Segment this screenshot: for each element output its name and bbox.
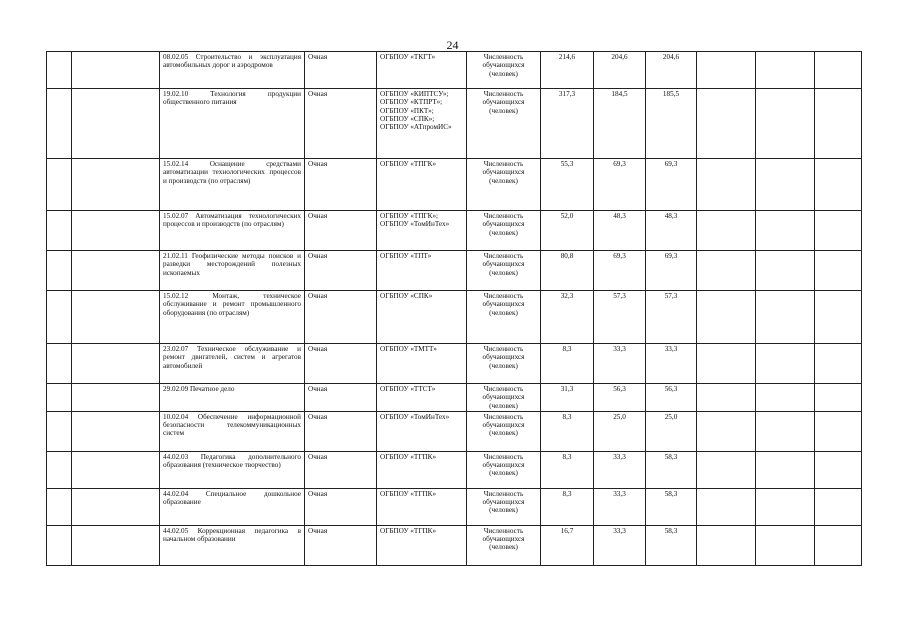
specialty-cell: 29.02.09 Печатное дело [160,384,305,412]
empty-cell [47,451,72,488]
empty-cell [756,344,815,384]
table-row [47,52,862,89]
table-row [47,89,862,159]
study-form-cell: Очная [305,525,377,565]
value-cell: 8,3 [541,451,594,488]
specialty-cell: 08.02.05 Строительство и эксплуатация автомобильных дорог и аэродромов [160,52,305,89]
value-cell: 69,3 [594,159,646,211]
specialty-cell: 21.02.11 Геофизические методы поисков и разведки месторождений полезных ископаемых [160,251,305,291]
organization-cell [377,159,467,211]
value-cell: 58,3 [646,525,697,565]
value-cell: 8,3 [541,344,594,384]
empty-cell [815,291,862,344]
value-cell: 33,3 [646,344,697,384]
empty-cell [756,159,815,211]
value-cell: 48,3 [594,211,646,251]
empty-cell [47,52,72,89]
empty-cell [47,211,72,251]
value-cell: 56,3 [594,384,646,412]
specialty-cell: 15.02.07 Автоматизация технологических процессов и производств (по отраслям) [160,211,305,251]
empty-cell [697,488,756,525]
organization-name: ОГБПОУ «ТГПК» [380,489,437,498]
empty-cell [756,291,815,344]
empty-cell [697,525,756,565]
specialty-cell: 10.02.04 Обеспечение информационной безопасности телекоммуникационных систем [160,411,305,451]
study-form-cell: Очная [305,384,377,412]
unit-cell: Численность обучающихся (человек) [467,89,541,159]
indicator-table [46,51,862,566]
empty-cell [72,344,160,384]
unit-cell: Численность обучающихся (человек) [467,384,541,412]
study-form-cell: Очная [305,89,377,159]
value-cell: 80,8 [541,251,594,291]
empty-cell [697,251,756,291]
empty-cell [815,384,862,412]
unit-cell: Численность обучающихся (человек) [467,344,541,384]
empty-cell [47,411,72,451]
table-row [47,251,862,291]
empty-cell [815,89,862,159]
unit-cell: Численность обучающихся (человек) [467,525,541,565]
table-row [47,525,862,565]
value-cell: 317,3 [541,89,594,159]
empty-cell [815,344,862,384]
study-form-cell: Очная [305,52,377,89]
unit-cell: Численность обучающихся (человек) [467,488,541,525]
specialty-cell: 23.02.07 Техническое обслуживание и ремонт двигателей, систем и агрегатов автомобилей [160,344,305,384]
organization-cell [377,525,467,565]
empty-cell [697,159,756,211]
organization-cell [377,384,467,412]
organization-cell [377,488,467,525]
organization-name: ОГБПОУ «КТПРТ»; [380,98,443,107]
empty-cell [756,411,815,451]
value-cell: 57,3 [594,291,646,344]
organization-name: ОГБПОУ «ТомИнТех» [380,412,450,421]
value-cell: 204,6 [594,52,646,89]
value-cell: 33,3 [594,344,646,384]
organization-name: ОГБПОУ «СПК» [380,292,433,300]
value-cell: 204,6 [646,52,697,89]
study-form-cell: Очная [305,291,377,344]
study-form-cell: Очная [305,344,377,384]
empty-cell [697,411,756,451]
value-cell: 48,3 [646,211,697,251]
organization-cell [377,89,467,159]
organization-name: ОГБПОУ «ТПТ» [380,252,432,260]
empty-cell [47,159,72,211]
unit-cell: Численность обучающихся (человек) [467,251,541,291]
empty-cell [697,384,756,412]
specialty-cell: 15.02.12 Монтаж, техническое обслуживание и ремонт промышленного оборудования (по отраслям) [160,291,305,344]
value-cell: 8,3 [541,488,594,525]
table-row [47,451,862,488]
value-cell: 56,3 [646,384,697,412]
study-form-cell: Очная [305,251,377,291]
empty-cell [72,251,160,291]
table-row [47,411,862,451]
table-row [47,159,862,211]
unit-cell: Численность обучающихся (человек) [467,211,541,251]
value-cell: 214,6 [541,52,594,89]
empty-cell [756,89,815,159]
table-row [47,384,862,412]
empty-cell [697,291,756,344]
unit-cell: Численность обучающихся (человек) [467,159,541,211]
value-cell: 25,0 [646,411,697,451]
specialty-cell: 44.02.05 Коррекционная педагогика в начальном образовании [160,525,305,565]
table-row [47,488,862,525]
value-cell: 58,3 [646,451,697,488]
organization-cell [377,344,467,384]
empty-cell [756,251,815,291]
unit-cell: Численность обучающихся (человек) [467,411,541,451]
empty-cell [815,211,862,251]
unit-cell: Численность обучающихся (человек) [467,291,541,344]
organization-name: ОГБПОУ «СПК»; [380,114,435,123]
empty-cell [47,488,72,525]
empty-cell [756,488,815,525]
value-cell: 57,3 [646,291,697,344]
empty-cell [47,344,72,384]
empty-cell [72,451,160,488]
page-number: 24 [446,38,459,52]
empty-cell [815,52,862,89]
study-form-cell: Очная [305,488,377,525]
empty-cell [72,52,160,89]
empty-cell [72,89,160,159]
unit-cell: Численность обучающихся (человек) [467,52,541,89]
empty-cell [72,525,160,565]
empty-cell [697,344,756,384]
empty-cell [756,451,815,488]
empty-cell [72,159,160,211]
empty-cell [72,488,160,525]
specialty-cell: 44.02.04 Специальное дошкольное образование [160,488,305,525]
organization-name: ОГБПОУ «ТГПК» [380,526,437,535]
empty-cell [47,89,72,159]
empty-cell [697,451,756,488]
empty-cell [47,291,72,344]
empty-cell [47,525,72,565]
study-form-cell: Очная [305,451,377,488]
empty-cell [47,384,72,412]
empty-cell [72,384,160,412]
organization-cell [377,211,467,251]
empty-cell [815,451,862,488]
study-form-cell: Очная [305,211,377,251]
empty-cell [815,251,862,291]
organization-name: ОГБПОУ «ТТСТ» [380,385,436,393]
value-cell: 58,3 [646,488,697,525]
specialty-cell: 15.02.14 Оснащение средствами автоматизации технологических процессов и производств (по отраслям) [160,159,305,211]
empty-cell [815,411,862,451]
value-cell: 55,3 [541,159,594,211]
organization-name: ОГБПОУ «ТПГК»; [380,212,439,220]
organization-cell [377,411,467,451]
organization-name: ОГБПОУ «ТКГТ» [380,53,436,61]
organization-cell [377,251,467,291]
empty-cell [72,411,160,451]
organization-name: ОГБПОУ «АТпромИС» [380,123,452,132]
empty-cell [756,211,815,251]
empty-cell [756,384,815,412]
value-cell: 33,3 [594,525,646,565]
value-cell: 69,3 [646,159,697,211]
empty-cell [697,211,756,251]
table-row [47,291,862,344]
value-cell: 8,3 [541,411,594,451]
value-cell: 69,3 [594,251,646,291]
value-cell: 52,0 [541,211,594,251]
value-cell: 184,5 [594,89,646,159]
empty-cell [697,89,756,159]
value-cell: 25,0 [594,411,646,451]
table-row [47,344,862,384]
organization-cell [377,291,467,344]
value-cell: 185,5 [646,89,697,159]
value-cell: 32,3 [541,291,594,344]
table-row [47,211,862,251]
organization-name: ОГБПОУ «ТМТТ» [380,345,437,353]
value-cell: 16,7 [541,525,594,565]
study-form-cell: Очная [305,159,377,211]
value-cell: 31,3 [541,384,594,412]
organization-name: ОГБПОУ «ТГПК» [380,452,437,461]
specialty-cell: 44.02.03 Педагогика дополнительного образования (техническое творчество) [160,451,305,488]
value-cell: 69,3 [646,251,697,291]
organization-cell [377,52,467,89]
empty-cell [815,525,862,565]
organization-name: ОГБПОУ «ТомИнТех» [380,220,450,229]
empty-cell [815,488,862,525]
specialty-cell: 19.02.10 Технология продукции общественного питания [160,89,305,159]
empty-cell [815,159,862,211]
empty-cell [756,525,815,565]
table-body [47,52,862,566]
value-cell: 33,3 [594,488,646,525]
study-form-cell: Очная [305,411,377,451]
value-cell: 33,3 [594,451,646,488]
empty-cell [756,52,815,89]
organization-name: ОГБПОУ «КИПТСУ»; [380,90,449,98]
unit-cell: Численность обучающихся (человек) [467,451,541,488]
empty-cell [72,291,160,344]
empty-cell [47,251,72,291]
empty-cell [72,211,160,251]
empty-cell [697,52,756,89]
organization-name: ОГБПОУ «ПКТ»; [380,106,434,115]
organization-cell [377,451,467,488]
organization-name: ОГБПОУ «ТПГК» [380,160,437,168]
